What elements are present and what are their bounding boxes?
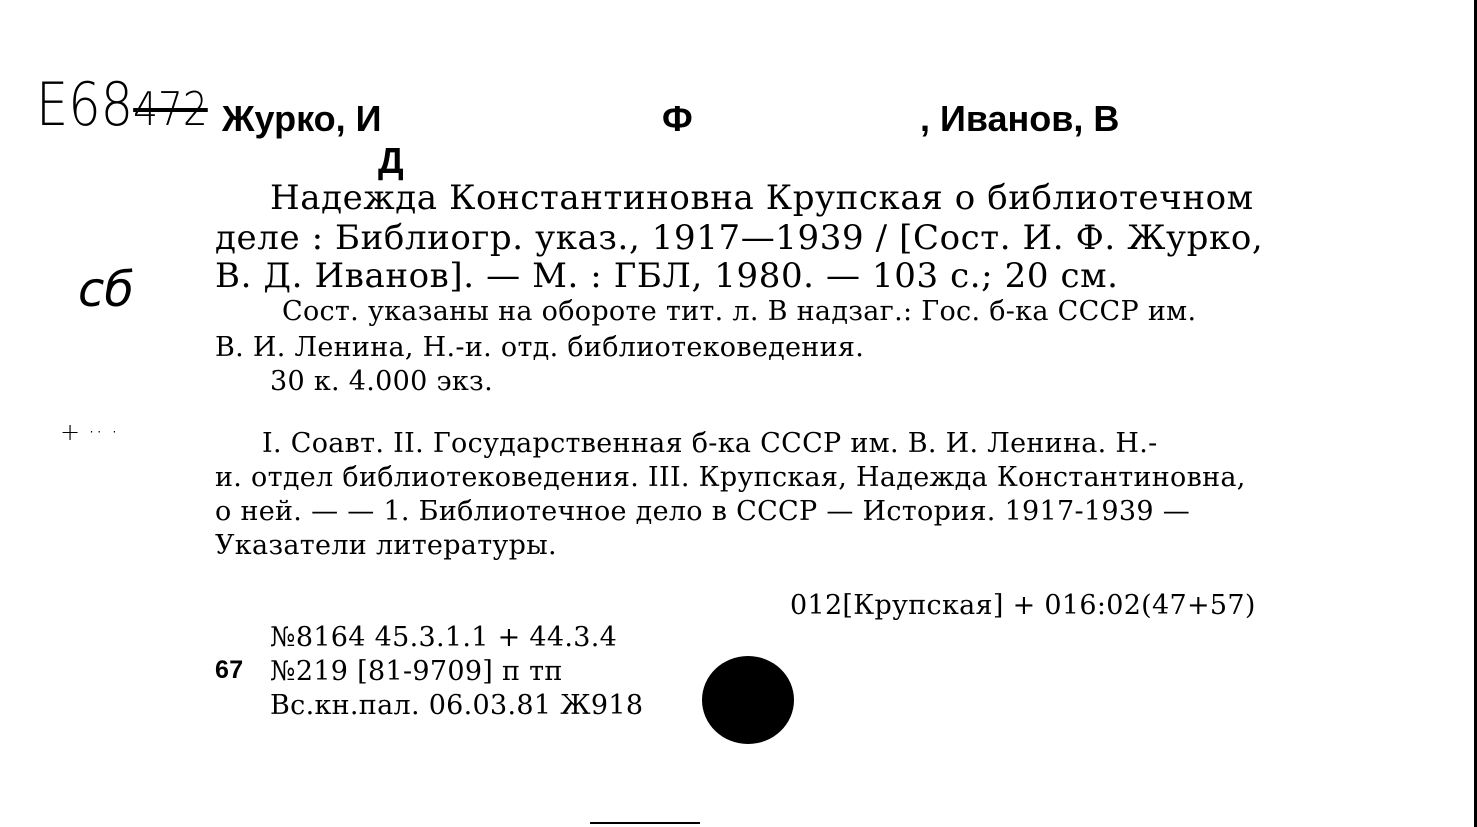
- title-line-1: Надежда Константиновна Крупская о библиотечном: [270, 178, 1254, 218]
- heading-coauthor: , Иванов, В: [920, 98, 1120, 139]
- footer-line-2: №219 [81-9709] п тп: [270, 656, 563, 687]
- classification-index: 012[Крупская] + 016:02(47+57): [790, 590, 1256, 621]
- heading-author: Журко, И: [222, 98, 382, 139]
- price-line: 30 к. 4.000 экз.: [270, 366, 493, 397]
- shelfmark-part-a: Е68: [36, 70, 134, 140]
- punch-hole: [702, 656, 794, 744]
- tracing-line-1: I. Соавт. II. Государственная б-ка СССР им. В. И. Ленина. Н.-: [262, 428, 1158, 459]
- heading-author-initial2: Д: [378, 140, 404, 181]
- note-line-2: В. И. Ленина, Н.-и. отд. библиотековедения.: [215, 332, 865, 363]
- footer-line-1: №8164 45.3.1.1 + 44.3.4: [270, 622, 618, 653]
- handwritten-margin-note: сб: [78, 262, 134, 318]
- footer-line-3: Вс.кн.пал. 06.03.81 Ж918: [270, 690, 644, 721]
- title-line-2: деле : Библиогр. указ., 1917—1939 / [Сост. И. Ф. Журко,: [215, 218, 1264, 258]
- shelfmark-part-b: 472: [133, 82, 208, 136]
- tracing-line-2: и. отдел библиотековедения. III. Крупская, Надежда Константиновна,: [215, 462, 1246, 493]
- title-line-3: В. Д. Иванов]. — М. : ГБЛ, 1980. — 103 с.; 20 см.: [215, 256, 1119, 296]
- tracing-line-4: Указатели литературы.: [215, 530, 557, 561]
- handwritten-margin-marks: + ·· ·: [60, 418, 119, 446]
- tracing-line-3: о ней. — — 1. Библиотечное дело в СССР — История. 1917-1939 —: [215, 496, 1191, 527]
- footer-line-2-prefix: 67: [215, 656, 244, 684]
- handwritten-shelfmark: [36, 70, 208, 140]
- heading-middle: Ф: [662, 98, 693, 139]
- note-line-1: Сост. указаны на обороте тит. л. В надзаг.: Гос. б-ка СССР им.: [282, 296, 1197, 327]
- bottom-rule: [590, 822, 700, 824]
